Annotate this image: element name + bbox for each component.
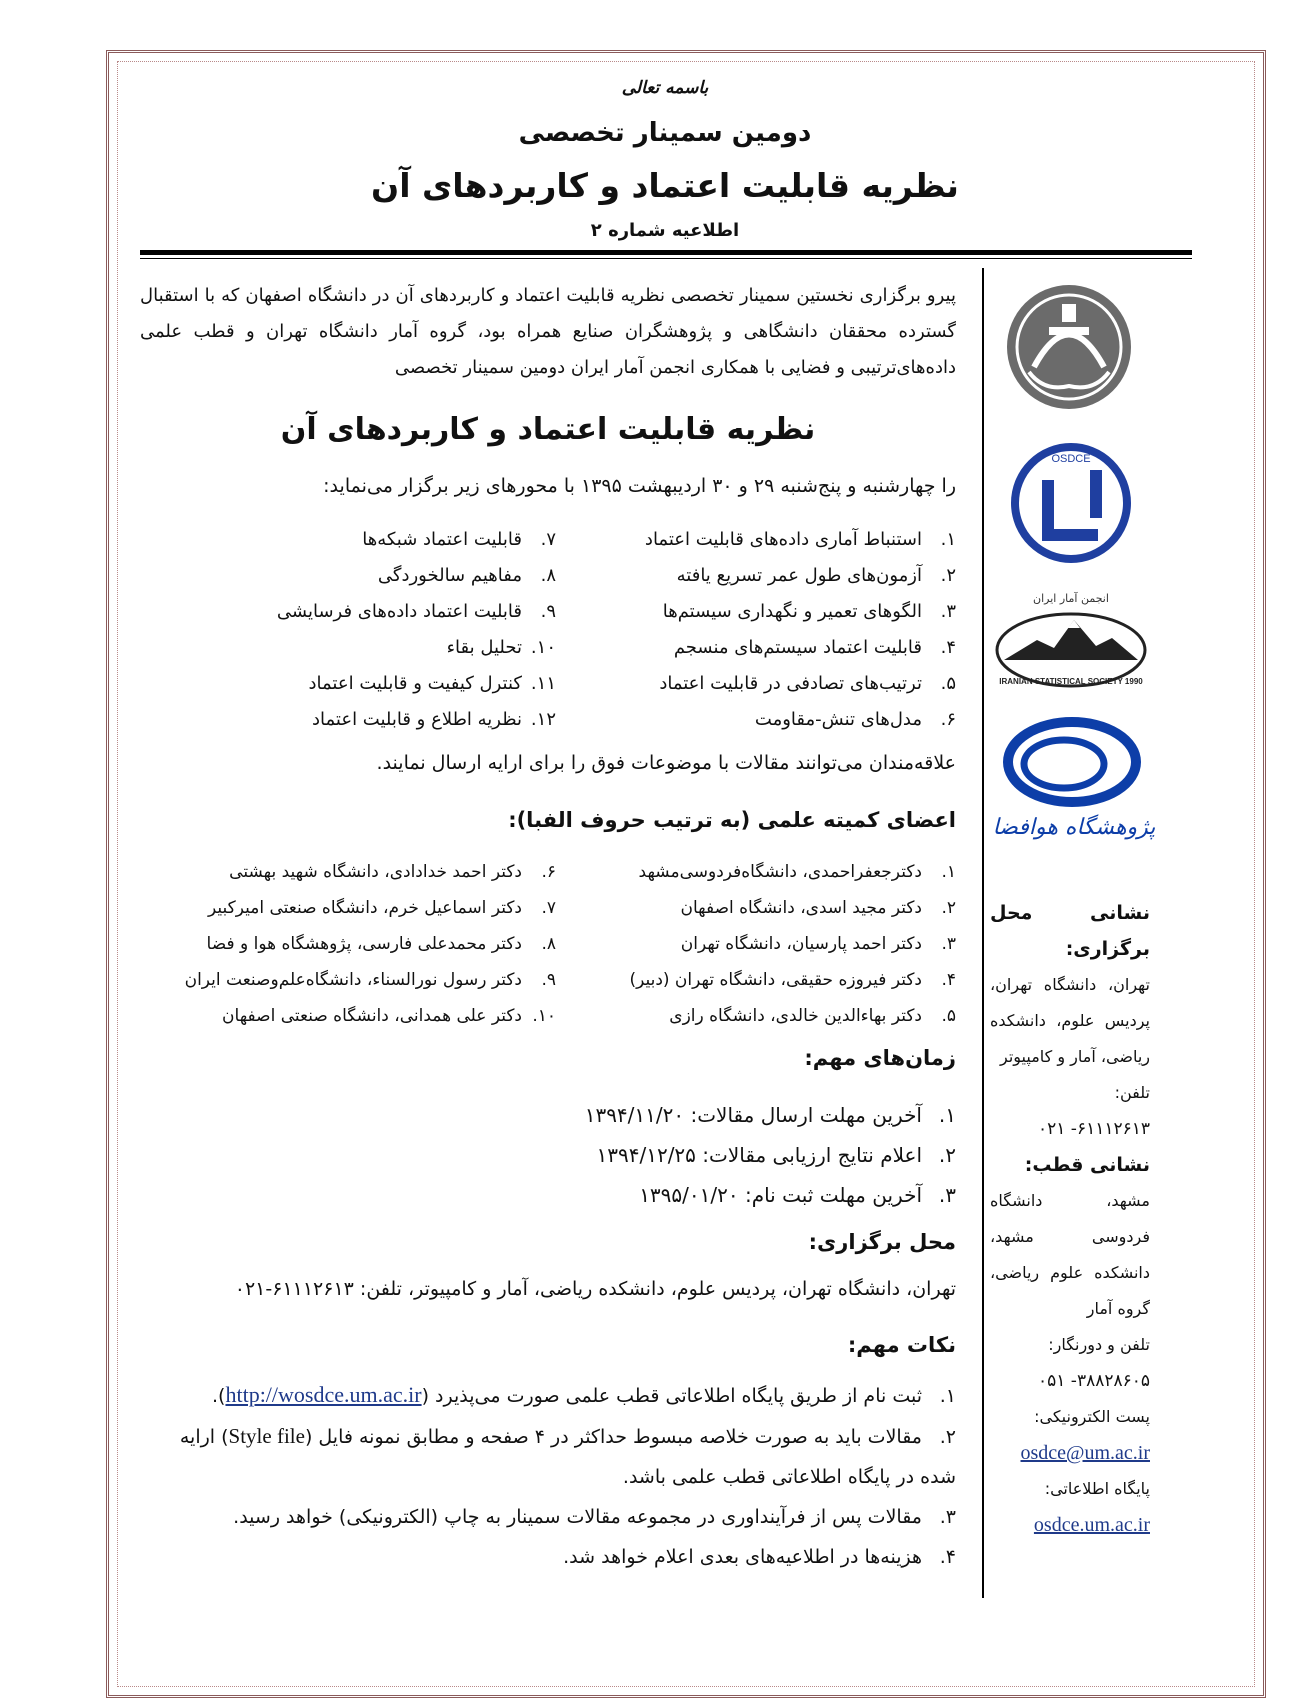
date-line: را چهارشنبه و پنج‌شنبه ۲۹ و ۳۰ اردیبهشت ۱۳۹۵ با محورهای زیر برگزار می‌نماید: (323, 475, 956, 497)
sidebar-phone: ۰۲۱ -۶۱۱۱۲۶۱۳ (1038, 1119, 1150, 1139)
sidebar-contact (990, 895, 1150, 1543)
item-text: مفاهیم سالخوردگی (377, 565, 522, 586)
item-number: ۲. (941, 898, 956, 918)
style-file-label: Style file (228, 1424, 305, 1448)
item-text: دکتر فیروزه حقیقی، دانشگاه تهران (دبیر) (629, 970, 922, 990)
item-text: آخرین مهلت ثبت نام: ۱۳۹۵/۰۱/۲۰ (639, 1183, 922, 1207)
sidebar-venue-heading: نشانی محل برگزاری: (990, 902, 1150, 960)
item-text: اعلام نتایج ارزیابی مقالات: ۱۳۹۴/۱۲/۲۵ (596, 1143, 922, 1167)
list-item (185, 998, 556, 1034)
item-text: قابلیت اعتماد شبکه‌ها (362, 529, 522, 550)
committee-column-left (185, 854, 556, 1034)
item-text: دکتر مجید اسدی، دانشگاه اصفهان (680, 898, 922, 918)
venue-text: تهران، دانشگاه تهران، پردیس علوم، دانشکده ریاضی، آمار و کامپیوتر، تلفن: ۶۱۱۱۲۶۱۳-۰۲۱ (234, 1278, 956, 1300)
sidebar-venue-text: تهران، دانشگاه تهران، پردیس علوم، دانشکده ریاضی، آمار و کامپیوتر (990, 975, 1150, 1066)
sidebar-db-link[interactable]: osdce.um.ac.ir (1033, 1514, 1150, 1536)
item-text: مقالات باید به صورت خلاصه مبسوط حداکثر در ۴ صفحه و مطابق نمونه فایل ( (304, 1426, 922, 1448)
notes-list (140, 1375, 956, 1577)
ari-logo-text: پژوهشگاه هوافضا (992, 815, 1156, 840)
iranian-statistical-society-logo (992, 588, 1150, 698)
list-item (185, 962, 556, 998)
list-item (629, 890, 956, 926)
item-text: دکتر رسول نورالسناء، دانشگاه‌علم‌وصنعت ایران (184, 970, 522, 990)
topics-column-left (156, 522, 556, 738)
sidebar-center-heading: نشانی قطب: (1024, 1154, 1150, 1176)
item-number: ۱. (938, 1103, 956, 1127)
sidebar-center-text: مشهد، دانشگاه فردوسی مشهد، دانشکده علوم ریاضی، گروه آمار (990, 1191, 1150, 1318)
committee-heading: اعضای کمیته علمی (به ترتیب حروف الفبا): (508, 808, 956, 832)
list-item (156, 630, 556, 666)
item-text: دکتر اسماعیل خرم، دانشگاه صنعتی امیرکبیر (207, 898, 522, 918)
list-item (140, 1497, 956, 1537)
list-item (556, 666, 956, 702)
item-text: قابلیت اعتماد سیستم‌های منسجم (673, 637, 922, 658)
sidebar-fax-label: تلفن و دورنگار: (1048, 1335, 1150, 1354)
committee-column-right (629, 854, 956, 1034)
item-text: دکتر بهاءالدین خالدی، دانشگاه رازی (669, 1006, 922, 1026)
item-number: ۹. (540, 601, 556, 622)
item-number: ۴. (939, 1546, 956, 1568)
list-item (156, 558, 556, 594)
item-number: ۶. (541, 862, 556, 882)
item-number: ۱۰. (530, 637, 556, 658)
list-item (156, 594, 556, 630)
item-text: دکتر احمد پارسیان، دانشگاه تهران (680, 934, 922, 954)
item-number: ۴. (941, 970, 956, 990)
item-text: قابلیت اعتماد داده‌های فرسایشی (276, 601, 522, 622)
item-number: ۲. (940, 565, 956, 586)
item-text: دکتر محمدعلی فارسی، پژوهشگاه هوا و فضا (206, 934, 522, 954)
item-number: ۵. (941, 1006, 956, 1026)
item-text: هزینه‌ها در اطلاعیه‌های بعدی اعلام خواهد شد. (563, 1546, 922, 1568)
item-number: ۱. (940, 529, 956, 550)
notice-number: اطلاعیه شماره ۲ (590, 220, 740, 241)
list-item (585, 1135, 956, 1175)
list-item (156, 666, 556, 702)
topics-column-right (556, 522, 956, 738)
item-number: ۲. (938, 1143, 956, 1167)
sidebar-email-link[interactable]: osdce@um.ac.ir (1020, 1442, 1150, 1464)
column-divider (982, 268, 984, 1598)
page-title: نظریه قابلیت اعتماد و کاربردهای آن (371, 166, 959, 205)
item-text: دکتر احمد خدادادی، دانشگاه شهید بهشتی (229, 862, 522, 882)
dates-heading: زمان‌های مهم: (804, 1046, 956, 1070)
list-item (629, 926, 956, 962)
item-text: آزمون‌های طول عمر تسریع یافته (676, 565, 922, 586)
item-text: مدل‌های تنش-مقاومت (754, 709, 922, 730)
list-item (585, 1095, 956, 1135)
list-item (629, 854, 956, 890)
list-item (629, 998, 956, 1034)
sidebar-fax: ۰۵۱ -۳۸۸۲۸۶۰۵ (1038, 1371, 1150, 1391)
item-text: نظریه اطلاع و قابلیت اعتماد (312, 709, 522, 730)
item-text: ثبت نام از طریق پایگاه اطلاعاتی قطب علمی صورت می‌پذیرد ( (421, 1385, 922, 1407)
item-number: ۷. (540, 529, 556, 550)
list-item (140, 1375, 956, 1416)
item-text: کنترل کیفیت و قابلیت اعتماد (308, 673, 522, 694)
item-number: ۳. (941, 934, 956, 954)
list-item (629, 962, 956, 998)
item-number: ۱۰. (532, 1006, 556, 1026)
header-rule-thick (140, 250, 1192, 255)
item-number: ۵. (940, 673, 956, 694)
seminar-title-repeat: نظریه قابلیت اعتماد و کاربردهای آن (280, 412, 816, 447)
item-text: استنباط آماری داده‌های قابلیت اعتماد (644, 529, 922, 550)
item-text-end: ). (212, 1385, 226, 1407)
item-number: ۸. (540, 565, 556, 586)
list-item (185, 890, 556, 926)
item-text: دکترجعفراحمدی، دانشگاه‌فردوسی‌مشهد (638, 862, 922, 882)
registration-link[interactable]: http://wosdce.um.ac.ir (225, 1382, 422, 1407)
osdce-logo (1008, 440, 1134, 566)
item-text-end: ) ارایه شده در پایگاه اطلاعاتی قطب علمی باشد. (179, 1426, 956, 1488)
item-number: ۷. (541, 898, 556, 918)
notes-heading: نکات مهم: (847, 1333, 956, 1357)
item-text: تحلیل بقاء (446, 637, 522, 658)
osdce-logo-text: OSDCE (1051, 453, 1091, 465)
item-number: ۶. (940, 709, 956, 730)
item-number: ۱. (939, 1385, 956, 1407)
list-item (556, 522, 956, 558)
item-number: ۲. (939, 1426, 956, 1448)
item-text: مقالات پس از فرآینداوری در مجموعه مقالات سمینار به چاپ (الکترونیکی) خواهد رسید. (233, 1506, 922, 1528)
item-number: ۹. (541, 970, 556, 990)
list-item (185, 926, 556, 962)
item-number: ۳. (938, 1183, 956, 1207)
list-item (156, 522, 556, 558)
item-number: ۳. (939, 1506, 956, 1528)
intro-paragraph: پیرو برگزاری نخستین سمینار تخصصی نظریه قابلیت اعتماد و کاربردهای آن در دانشگاه اصفهان که با استقبال گسترده محققان دانشگاهی و پژوهشگران صنایع همراه بود، گروه آمار دانشگاه تهران و قطب علمی داده‌های‌ترتیبی و فضایی با همکاری انجمن آمار ایران دومین سمینار تخصصی (140, 285, 956, 378)
item-number: ۱۲. (530, 709, 556, 730)
iss-logo-text: IRANIAN STATISTICAL SOCIETY 1990 (999, 677, 1143, 686)
seminar-heading: دومین سمینار تخصصی (518, 118, 812, 148)
item-text: دکتر علی همدانی، دانشگاه صنعتی اصفهان (222, 1006, 522, 1026)
item-text: ترتیب‌های تصادفی در قابلیت اعتماد (659, 673, 922, 694)
item-number: ۳. (940, 601, 956, 622)
header-rule-thin (140, 258, 1192, 259)
iss-logo-text-fa: انجمن آمار ایران (1033, 592, 1109, 605)
list-item (585, 1175, 956, 1215)
list-item (156, 702, 556, 738)
item-text: الگوهای تعمیر و نگهداری سیستم‌ها (662, 601, 922, 622)
item-text: آخرین مهلت ارسال مقالات: ۱۳۹۴/۱۱/۲۰ (584, 1103, 922, 1127)
dates-list (585, 1095, 956, 1215)
list-item (140, 1416, 956, 1497)
aerospace-research-institute-logo (992, 716, 1156, 854)
list-item (556, 558, 956, 594)
item-number: ۴. (940, 637, 956, 658)
list-item (556, 630, 956, 666)
list-item (185, 854, 556, 890)
item-number: ۸. (541, 934, 556, 954)
call-for-papers: علاقه‌مندان می‌توانند مقالات با موضوعات فوق را برای ارایه ارسال نمایند. (376, 752, 956, 774)
basmala: باسمه تعالی (621, 78, 709, 98)
university-of-tehran-logo (1004, 282, 1134, 412)
sidebar-email-label: پست الکترونیکی: (1034, 1407, 1150, 1426)
list-item (556, 594, 956, 630)
sidebar-db-label: پایگاه اطلاعاتی: (1044, 1479, 1150, 1498)
sidebar-phone-label: تلفن: (1114, 1083, 1150, 1102)
list-item (556, 702, 956, 738)
list-item (140, 1537, 956, 1577)
item-number: ۱. (941, 862, 956, 882)
venue-heading: محل برگزاری: (808, 1230, 956, 1254)
item-number: ۱۱. (530, 673, 556, 694)
